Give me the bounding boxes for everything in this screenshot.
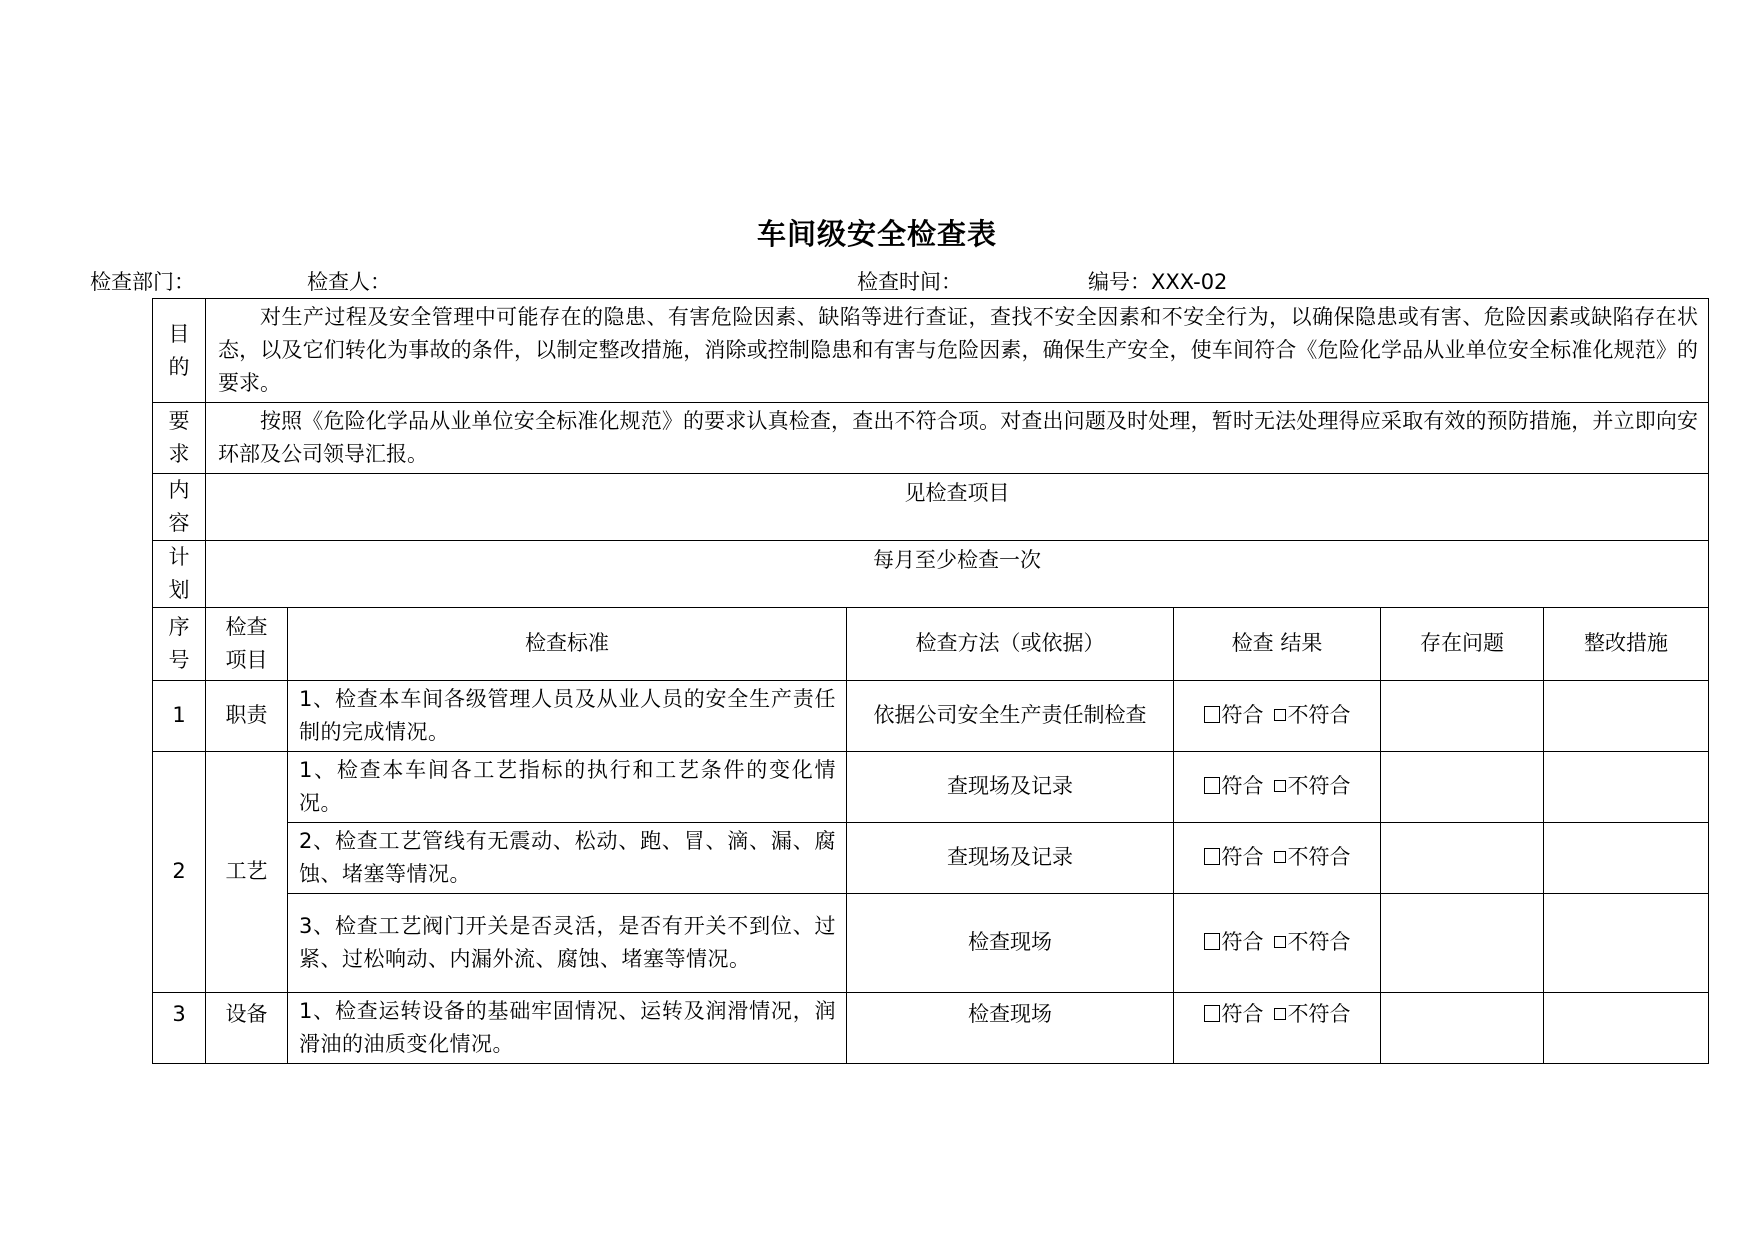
nonconform-checkbox[interactable] (1274, 851, 1286, 863)
header-standard: 检查标准 (288, 608, 847, 681)
conform-label: 符合 (1221, 1002, 1264, 1026)
conform-checkbox[interactable] (1204, 933, 1220, 950)
requirement-text: 按照《危险化学品从业单位安全标准化规范》的要求认真检查，查出不符合项。对查出问题及时处理，暂时无法处理得应采取有效的预防措施，并立即向安环部及公司领导汇报。 (206, 403, 1709, 474)
plan-row (153, 541, 1709, 608)
row-method: 查现场及记录 (847, 823, 1174, 894)
result-checkboxes (1174, 993, 1381, 1064)
result-checkboxes (1174, 752, 1381, 823)
measure-cell[interactable] (1544, 894, 1709, 993)
conform-label: 符合 (1221, 703, 1264, 728)
row-standard: 1、检查本车间各级管理人员及从业人员的安全生产责任制的完成情况。 (288, 681, 847, 752)
table-row (153, 993, 1709, 1064)
plan-label: 计 划 (153, 541, 206, 608)
row-seq: 3 (153, 993, 206, 1064)
header-item: 检查 项目 (206, 608, 288, 681)
problem-cell[interactable] (1381, 752, 1544, 823)
row-method: 查现场及记录 (847, 752, 1174, 823)
measure-cell[interactable] (1544, 752, 1709, 823)
result-checkboxes (1174, 894, 1381, 993)
nonconform-checkbox[interactable] (1274, 780, 1286, 792)
time-label: 检查时间： (857, 270, 962, 294)
row-standard: 2、检查工艺管线有无震动、松动、跑、冒、滴、漏、腐蚀、堵塞等情况。 (288, 823, 847, 894)
row-standard: 1、检查运转设备的基础牢固情况、运转及润滑情况，润滑油的油质变化情况。 (288, 993, 847, 1064)
plan-text: 每月至少检查一次 (206, 541, 1709, 608)
page-title: 车间级安全检查表 (756, 217, 997, 251)
content-row (153, 474, 1709, 541)
content-label: 内 容 (153, 474, 206, 541)
row-method: 依据公司安全生产责任制检查 (847, 681, 1174, 752)
nonconform-checkbox[interactable] (1274, 709, 1286, 721)
problem-cell[interactable] (1381, 993, 1544, 1064)
header-problem: 存在问题 (1381, 608, 1544, 681)
nonconform-label: 不符合 (1287, 930, 1351, 955)
problem-cell[interactable] (1381, 681, 1544, 752)
row-method: 检查现场 (847, 993, 1174, 1064)
row-item: 职责 (206, 681, 288, 752)
requirement-row (153, 403, 1709, 474)
row-item: 设备 (206, 993, 288, 1064)
conform-checkbox[interactable] (1204, 777, 1220, 794)
nonconform-label: 不符合 (1287, 703, 1351, 728)
nonconform-label: 不符合 (1287, 1002, 1351, 1026)
table-row (153, 894, 1709, 993)
conform-label: 符合 (1221, 930, 1264, 955)
content-text: 见检查项目 (206, 474, 1709, 541)
conform-checkbox[interactable] (1204, 706, 1220, 723)
inspection-table (152, 298, 1709, 1064)
row-seq: 1 (153, 681, 206, 752)
nonconform-checkbox[interactable] (1274, 1008, 1286, 1020)
conform-label: 符合 (1221, 774, 1264, 799)
table-row (153, 681, 1709, 752)
conform-checkbox[interactable] (1204, 1005, 1220, 1022)
inspector-label: 检查人： (307, 270, 391, 294)
conform-label: 符合 (1221, 845, 1264, 870)
number-label: 编号：XXX-02 (1088, 270, 1228, 294)
problem-cell[interactable] (1381, 894, 1544, 993)
row-item: 工艺 (206, 752, 288, 993)
dept-label: 检查部门： (90, 270, 195, 294)
row-seq: 2 (153, 752, 206, 993)
purpose-row (153, 299, 1709, 403)
row-standard: 1、检查本车间各工艺指标的执行和工艺条件的变化情况。 (288, 752, 847, 823)
problem-cell[interactable] (1381, 823, 1544, 894)
nonconform-checkbox[interactable] (1274, 936, 1286, 948)
requirement-label: 要 求 (153, 403, 206, 474)
header-result: 检查 结果 (1174, 608, 1381, 681)
result-checkboxes (1174, 681, 1381, 752)
measure-cell[interactable] (1544, 681, 1709, 752)
purpose-text: 对生产过程及安全管理中可能存在的隐患、有害危险因素、缺陷等进行查证，查找不安全因素和不安全行为，以确保隐患或有害、危险因素或缺陷存在状态，以及它们转化为事故的条件，以制定整改措施，消除或控制隐患和有害与危险因素，确保生产安全，使车间符合《危险化学品从业单位安全标准化规范》的要求。 (206, 299, 1709, 403)
measure-cell[interactable] (1544, 993, 1709, 1064)
table-row (153, 823, 1709, 894)
result-checkboxes (1174, 823, 1381, 894)
table-row (153, 752, 1709, 823)
measure-cell[interactable] (1544, 823, 1709, 894)
row-method: 检查现场 (847, 894, 1174, 993)
header-measure: 整改措施 (1544, 608, 1709, 681)
header-seq: 序 号 (153, 608, 206, 681)
conform-checkbox[interactable] (1204, 848, 1220, 865)
nonconform-label: 不符合 (1287, 774, 1351, 799)
column-header-row (153, 608, 1709, 681)
nonconform-label: 不符合 (1287, 845, 1351, 870)
purpose-label: 目 的 (153, 299, 206, 403)
header-method: 检查方法（或依据） (847, 608, 1174, 681)
row-standard: 3、检查工艺阀门开关是否灵活，是否有开关不到位、过紧、过松响动、内漏外流、腐蚀、堵塞等情况。 (288, 894, 847, 993)
